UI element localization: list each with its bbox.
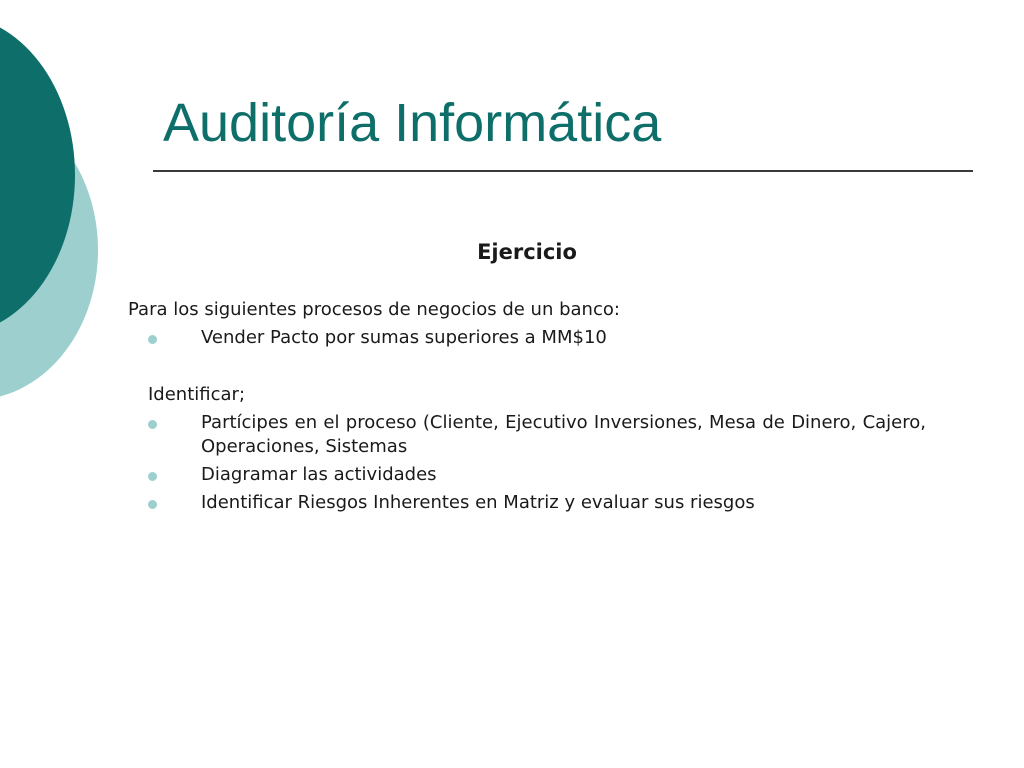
identify-heading: Identificar;	[148, 384, 246, 405]
list-item-text: Partícipes en el proceso (Cliente, Ejecutivo Inversiones, Mesa de Dinero, Cajero, Operaciones, Sistemas	[201, 412, 926, 457]
slide-content	[128, 236, 926, 519]
list-item-text: Vender Pacto por sumas superiores a MM$10	[201, 327, 607, 348]
slide-subtitle: Ejercicio	[477, 240, 577, 264]
intro-text: Para los siguientes procesos de negocios de un banco:	[128, 299, 620, 320]
list-item	[128, 411, 926, 459]
bullet-dot-icon	[148, 472, 157, 481]
process-list	[128, 326, 926, 350]
list-item-text: Identificar Riesgos Inherentes en Matriz y evaluar sus riesgos	[201, 492, 755, 513]
slide-title: Auditoría Informática	[163, 93, 662, 153]
bullet-dot-icon	[148, 335, 157, 344]
bullet-dot-icon	[148, 500, 157, 509]
list-item	[128, 491, 926, 515]
list-item-text: Diagramar las actividades	[201, 464, 437, 485]
identify-list	[128, 411, 926, 515]
list-item	[128, 326, 926, 350]
title-underline	[153, 170, 973, 172]
list-item	[128, 463, 926, 487]
bullet-dot-icon	[148, 420, 157, 429]
